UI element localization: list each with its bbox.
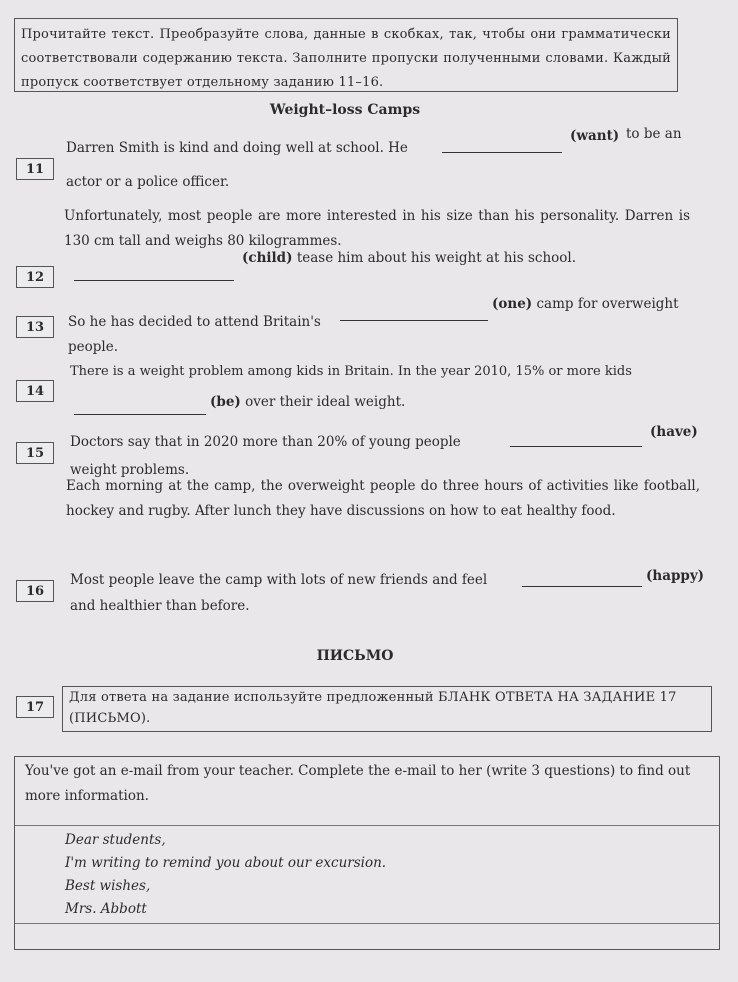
- section-title: ПИСЬМО: [316, 648, 394, 664]
- task-number-13: 13: [16, 316, 54, 338]
- task-11-after: to be an: [626, 126, 682, 142]
- answer-blank-12[interactable]: [74, 280, 234, 281]
- task-15-hint: (have): [650, 424, 698, 440]
- task-number-16: 16: [16, 580, 54, 602]
- task-number-12: 12: [16, 266, 54, 288]
- paragraph-1: Unfortunately, most people are more interested in his size than his personality. Darren is 130 cm tall and weighs 80 kilogrammes.: [64, 208, 690, 249]
- divider: [15, 923, 719, 924]
- task-13-after: (one) camp for overweight: [492, 296, 679, 312]
- paragraph-2: Each morning at the camp, the overweight people do three hours of activities like football, hockey and rugby. After lunch they have discussions on how to eat healthy food.: [66, 478, 700, 519]
- task-16-continuation: and healthier than before.: [70, 598, 250, 614]
- email-task-intro: You've got an e-mail from your teacher. Complete the e-mail to her (write 3 questions) to find out more information.: [25, 763, 691, 804]
- text-title: Weight–loss Camps: [269, 102, 421, 118]
- task-17-box: Для ответа на задание используйте предложенный БЛАНК ОТВЕТА НА ЗАДАНИЕ 17 (ПИСЬМО).: [62, 686, 712, 732]
- task-11-hint: (want): [570, 128, 620, 144]
- task-13-text: So he has decided to attend Britain's: [68, 314, 321, 330]
- answer-blank-16[interactable]: [522, 586, 642, 587]
- task-15-continuation: weight problems.: [70, 462, 190, 478]
- email-task-box: [14, 756, 720, 950]
- answer-blank-14[interactable]: [74, 414, 206, 415]
- instruction-box: Прочитайте текст. Преобразуйте слова, данные в скобках, так, чтобы они грамматически соответствовали содержанию текста. Заполните пропуски полученными словами. Каждый пропуск соответствует отдельному заданию 11–16.: [14, 18, 678, 92]
- task-11-continuation: actor or a police officer.: [66, 174, 230, 190]
- email-signature: Mrs. Abbott: [65, 901, 147, 917]
- email-body: I'm writing to remind you about our excursion.: [65, 855, 387, 871]
- task-14-after: (be) over their ideal weight.: [210, 394, 406, 410]
- answer-blank-15[interactable]: [510, 446, 642, 447]
- task-15-text: Doctors say that in 2020 more than 20% of young people: [70, 434, 461, 450]
- answer-blank-11[interactable]: [442, 152, 562, 153]
- task-12-text: (child) tease him about his weight at his school.: [242, 250, 577, 266]
- answer-blank-13[interactable]: [340, 320, 488, 321]
- task-11-text: Darren Smith is kind and doing well at school. He: [66, 140, 408, 156]
- task-number-11: 11: [16, 158, 54, 180]
- task-13-continuation: people.: [68, 339, 118, 355]
- task-16-hint: (happy): [646, 568, 705, 584]
- task-16-text: Most people leave the camp with lots of new friends and feel: [70, 572, 488, 588]
- task-number-17: 17: [16, 696, 54, 718]
- email-greeting: Dear students,: [65, 832, 166, 848]
- email-closing: Best wishes,: [65, 878, 151, 894]
- email-letter: [65, 829, 386, 921]
- task-number-15: 15: [16, 442, 54, 464]
- divider: [15, 825, 719, 826]
- task-number-14: 14: [16, 380, 54, 402]
- task-14-text: There is a weight problem among kids in Britain. In the year 2010, 15% or more kids: [70, 364, 632, 379]
